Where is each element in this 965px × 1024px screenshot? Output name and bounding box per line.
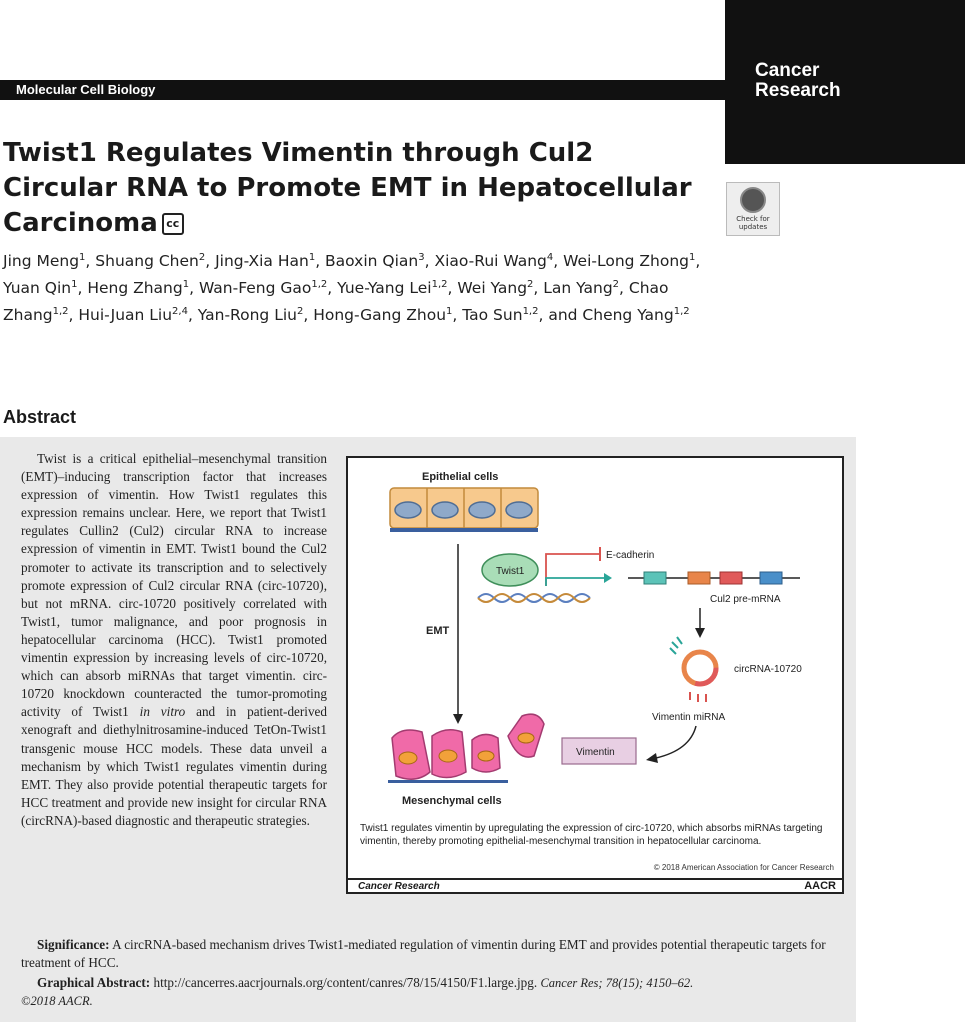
author-affiliation: 1 — [79, 252, 86, 263]
author-name: Wei-Long Zhong — [563, 252, 690, 271]
author-name: Yuan Qin — [3, 279, 72, 298]
author-name: Yan-Rong Liu — [197, 306, 297, 325]
crossmark-icon — [740, 187, 766, 213]
vimentin-label: Vimentin — [576, 747, 615, 758]
nucleus-icon — [432, 502, 458, 518]
author-affiliation: 1,2 — [431, 279, 448, 291]
graphical-abstract-link-label: Graphical Abstract: — [37, 975, 151, 990]
epithelial-cells — [390, 488, 538, 532]
check-for-updates-button[interactable] — [726, 182, 780, 236]
crossmark-label-1: Check for — [736, 215, 770, 223]
significance-text: A circRNA-based mechanism drives Twist1-mediated regulation of vimentin during EMT and provides potential therapeutic targets for treatment of HCC. — [21, 937, 826, 970]
author-affiliation: 1 — [71, 279, 78, 291]
mesenchymal-label: Mesenchymal cells — [402, 795, 502, 807]
exon-icon — [760, 572, 782, 584]
exon-icon — [644, 572, 666, 584]
author-list: Jing Meng$^1$, Shuang Chen$^2$, Jing-Xia Han$^1$, Baoxin Qian$^3$, Xiao-Rui Wang$^4$, Wei-Long Zhong$^1$, Yuan Qin$^1$, Heng Zhang$^1$, Wan-Feng Gao$^{1,2}$, Yue-Yang Lei$^{1,2}$, Wei Yang$^2$, Lan Yang$^2$, Chao Zhang$^{1,2}$, Hui-Juan Liu$^{2,4}$, Yan-Rong Liu$^2$, Hong-Gang Zhou$^1$, Tao Sun$^{1,2}$, and Cheng Yang$^{1,2}$ — [3, 252, 701, 325]
author-affiliation: 1 — [446, 306, 453, 318]
abstract-heading: Abstract — [3, 407, 77, 427]
abstract-text-part2: and in patient-derived xenograft and diethylnitrosamine-induced TetOn-Twist1 transgenic mouse HCC models. These data unveil a mechanism by which Twist1 regulates vimentin during EMT. They also provide potential therapeutic targets for HCC treatment and provide new insight for circular RNA (circRNA)-based diagnostic and therapeutic strategies. — [21, 704, 327, 828]
author-name: Wei Yang — [457, 279, 528, 298]
nucleus-icon — [506, 502, 532, 518]
journal-brand-block — [725, 0, 965, 164]
citation: Cancer Res; 78(15); 4150–62. — [540, 976, 694, 990]
mesenchymal-cells — [388, 714, 544, 783]
article-title — [3, 136, 713, 241]
circrna-label: circRNA-10720 — [734, 664, 802, 675]
graphical-abstract-figure — [346, 456, 844, 894]
epithelial-label: Epithelial cells — [422, 471, 499, 483]
graphical-abstract-link-paragraph — [21, 974, 841, 1010]
copyright-line: ©2018 AACR. — [21, 994, 93, 1008]
open-access-icon: cc — [162, 213, 184, 235]
author-affiliation: 4 — [546, 252, 554, 263]
author-name: Chao Zhang — [3, 279, 669, 325]
author-affiliation: 3 — [418, 252, 425, 263]
author-name: Xiao-Rui Wang — [434, 252, 547, 271]
journal-name-line2: Research — [755, 80, 841, 101]
section-label: Molecular Cell Biology — [16, 82, 156, 97]
exon-icon — [720, 572, 742, 584]
author-affiliation: 1 — [308, 252, 316, 263]
author-name: Hong-Gang Zhou — [313, 306, 447, 325]
figure-footer — [348, 878, 842, 894]
aacr-logo: AACR — [804, 880, 836, 892]
abstract-text-italic: in vitro — [139, 704, 186, 720]
activate-arrow — [546, 578, 604, 586]
author-name: Lan Yang — [543, 279, 613, 298]
author-name: Cheng Yang — [582, 306, 674, 325]
author-name: Baoxin Qian — [325, 252, 419, 271]
figure-footer-journal: Cancer Research — [358, 881, 440, 892]
nucleus-icon — [395, 502, 421, 518]
significance-label: Significance: — [37, 937, 110, 952]
author-affiliation: 2 — [198, 252, 206, 263]
author-name: Jing-Xia Han — [215, 252, 309, 271]
abstract-text-part1: Twist is a critical epithelial–mesenchymal transition (EMT)–inducing transcription factor that increases expression of vimentin. How Twist1 regulates this expression remains unclear. Here, we report that Twist1 regulates Cullin2 (Cul2) circular RNA to increase expression of vimentin in EMT. Twist1 bound the Cul2 promoter to activate its transcription and to selectively promote expression of Cul2 circular RNA (circ-10720), but not mRNA. circ-10720 positively correlated with Twist1, tumor malignance, and poor prognosis in hepatocellular carcinoma (HCC). Twist1 promoted vimentin expression by increasing levels of circ-10720, which can absorb miRNAs that target vimentin. circ-10720 knockdown counteracted the tumor-promoting activity of Twist1 — [21, 451, 327, 720]
crossmark-label-2: updates — [738, 223, 768, 231]
author-name: Tao Sun — [462, 306, 523, 325]
cul2-pre-mrna — [628, 572, 800, 584]
abstract-text — [21, 450, 327, 830]
twist1-label: Twist1 — [496, 566, 525, 577]
author-name: Hui-Juan Liu — [78, 306, 173, 325]
emt-label: EMT — [426, 625, 450, 637]
author-affiliation: 2,4 — [172, 306, 188, 318]
author-affiliation: 2 — [296, 306, 304, 318]
author-affiliation: 1 — [689, 252, 696, 263]
inhibit-arrow — [546, 554, 600, 586]
author-affiliation: 1,2 — [522, 306, 539, 318]
author-name: Heng Zhang — [87, 279, 183, 298]
graphical-abstract-diagram — [348, 458, 842, 818]
journal-name-line1: Cancer — [755, 60, 820, 81]
author-affiliation: 2 — [612, 279, 620, 291]
author-affiliation: 1 — [182, 279, 190, 291]
author-name: Shuang Chen — [95, 252, 199, 271]
graphical-abstract-url[interactable]: http://cancerres.aacrjournals.org/content/canres/78/15/4150/F1.large.jpg. — [150, 975, 541, 990]
figure-copyright: © 2018 American Association for Cancer Research — [653, 863, 834, 872]
author-affiliation: 1,2 — [311, 279, 328, 291]
premrna-label: Cul2 pre-mRNA — [710, 594, 781, 605]
author-affiliation: 1,2 — [673, 306, 690, 318]
section-bar — [0, 80, 726, 100]
nucleus-icon — [469, 502, 495, 518]
exon-icon — [688, 572, 710, 584]
author-name: Wan-Feng Gao — [198, 279, 312, 298]
article-title-text: Twist1 Regulates Vimentin through Cul2 Circular RNA to Promote EMT in Hepatocellular Carcinoma — [3, 138, 692, 238]
author-name: Yue-Yang Lei — [337, 279, 432, 298]
author-name: Jing Meng — [3, 252, 80, 271]
author-affiliation: 1,2 — [52, 306, 69, 318]
ecadherin-label: E-cadherin — [606, 550, 655, 561]
figure-caption: Twist1 regulates vimentin by upregulating the expression of circ-10720, which absorbs miRNAs targeting vimentin, thereby promoting epithelial-mesenchymal transition in hepatocellular carcinoma. — [360, 823, 823, 847]
mirna-label: Vimentin miRNA — [652, 712, 726, 723]
significance-paragraph — [21, 936, 841, 972]
author-affiliation: 2 — [527, 279, 534, 291]
